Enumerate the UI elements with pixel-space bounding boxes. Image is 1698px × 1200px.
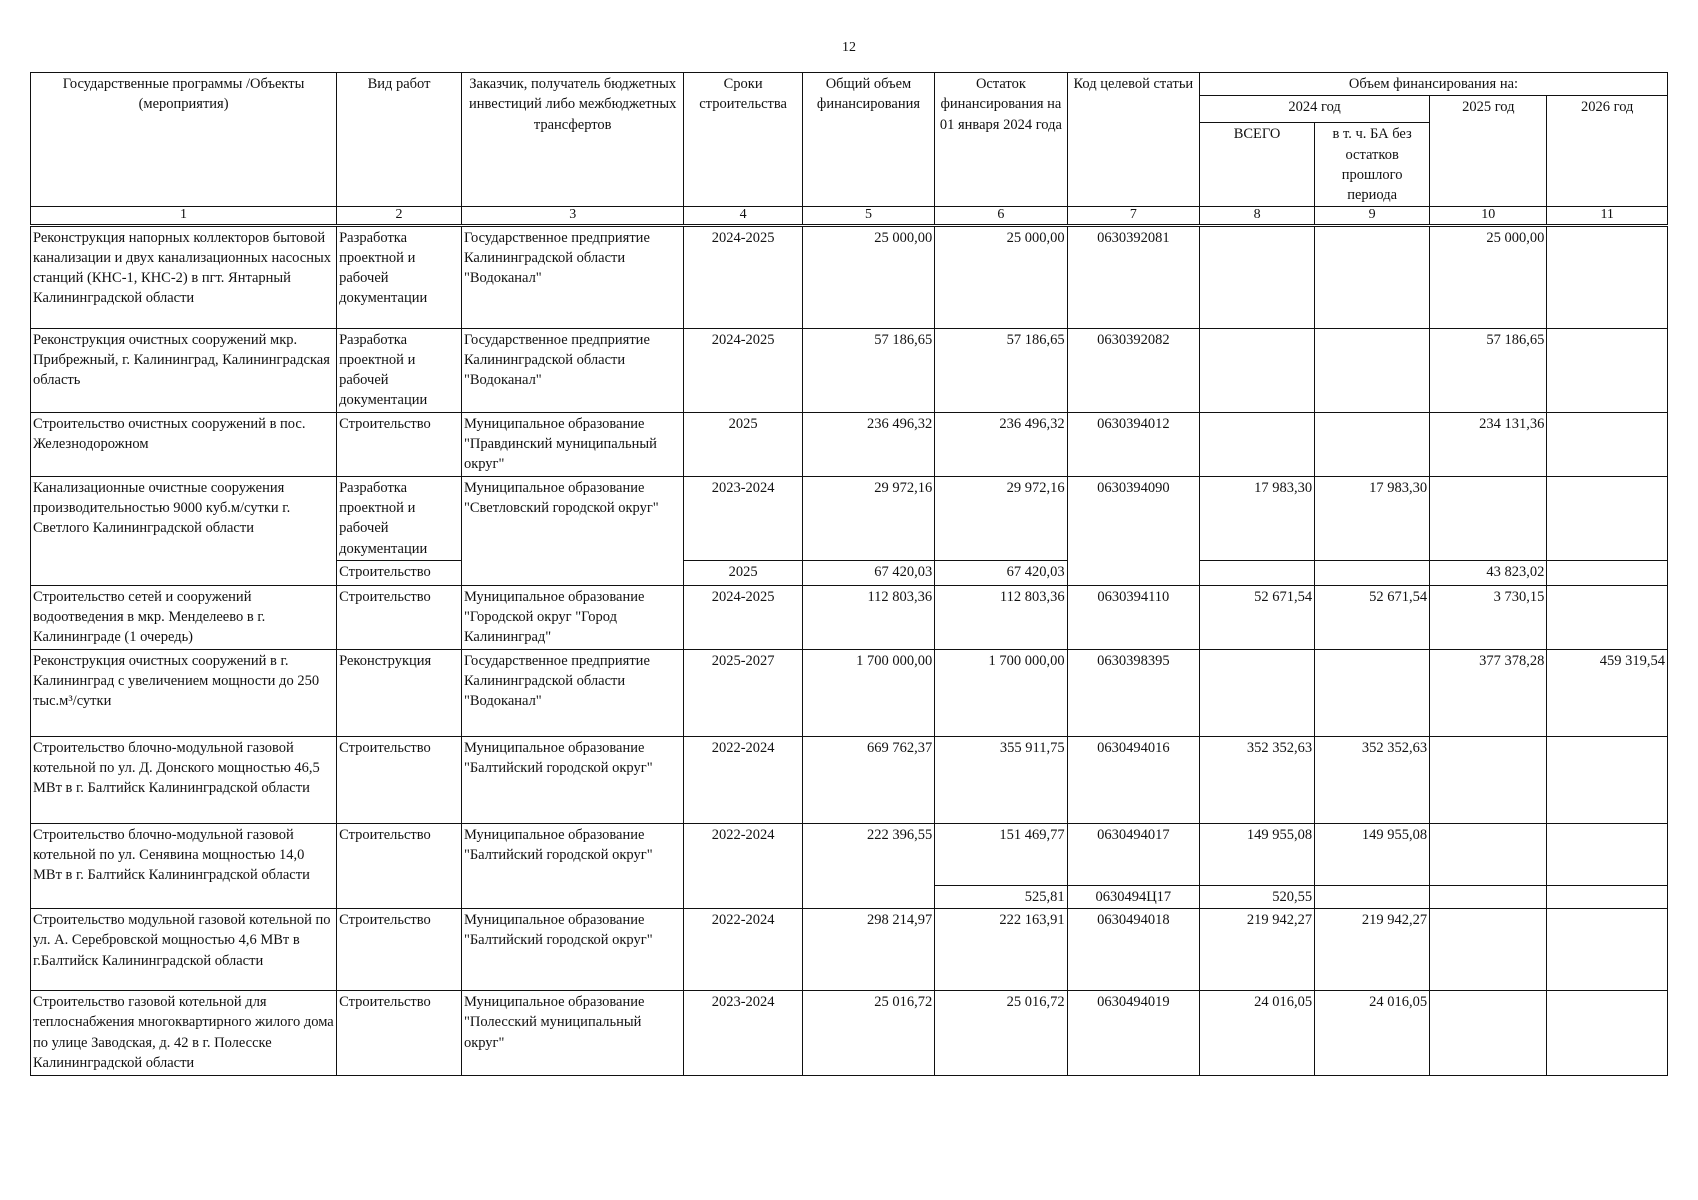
- total-financing: 298 214,97: [802, 909, 934, 991]
- col-number: 5: [802, 207, 934, 225]
- header-work-type: Вид работ: [337, 73, 462, 207]
- work-type: Реконструкция: [337, 649, 462, 736]
- col-number: 2: [337, 207, 462, 225]
- amount-2026: [1547, 885, 1668, 908]
- construction-term: 2025: [684, 560, 802, 585]
- col-number: 11: [1547, 207, 1668, 225]
- object-name: Реконструкция очистных сооружений в г. Калининград с увеличением мощности до 250 тыс.м³/сутки: [31, 649, 337, 736]
- work-type: Строительство: [337, 823, 462, 908]
- amount-2024-ba: [1315, 649, 1430, 736]
- col-number: 6: [935, 207, 1067, 225]
- amount-2026: [1547, 476, 1668, 560]
- target-code: 0630494018: [1067, 909, 1199, 991]
- customer: Муниципальное образование "Балтийский городской округ": [461, 909, 684, 991]
- amount-2025: [1430, 909, 1547, 991]
- table-row: [31, 476, 1668, 560]
- remainder-financing: 236 496,32: [935, 412, 1067, 476]
- construction-term: 2024-2025: [684, 328, 802, 412]
- work-type: Разработка проектной и рабочей документации: [337, 225, 462, 328]
- remainder-financing: 222 163,91: [935, 909, 1067, 991]
- customer: Муниципальное образование "Городской округ "Город Калининград": [461, 585, 684, 649]
- amount-2025: 377 378,28: [1430, 649, 1547, 736]
- work-type: Строительство: [337, 736, 462, 823]
- amount-2026: [1547, 412, 1668, 476]
- table-row: [31, 991, 1668, 1076]
- amount-2026: [1547, 909, 1668, 991]
- table-row: [31, 736, 1668, 823]
- object-name: Строительство сетей и сооружений водоотведения в мкр. Менделеево в г. Калининграде (1 очередь): [31, 585, 337, 649]
- col-number: 7: [1067, 207, 1199, 225]
- amount-2025: 43 823,02: [1430, 560, 1547, 585]
- header-2026: 2026 год: [1547, 96, 1668, 207]
- remainder-financing: 29 972,16: [935, 476, 1067, 560]
- col-number: 1: [31, 207, 337, 225]
- object-name: Канализационные очистные сооружения производительностью 9000 куб.м/сутки г. Светлого Калининградской области: [31, 476, 337, 585]
- amount-2024-all: 24 016,05: [1200, 991, 1315, 1076]
- target-code: 0630494Ц17: [1067, 885, 1199, 908]
- amount-2024-ba: 219 942,27: [1315, 909, 1430, 991]
- amount-2024-ba: [1315, 885, 1430, 908]
- total-financing: 29 972,16: [802, 476, 934, 560]
- target-code: 0630494019: [1067, 991, 1199, 1076]
- target-code: 0630392082: [1067, 328, 1199, 412]
- construction-term: 2022-2024: [684, 736, 802, 823]
- table-row: [31, 412, 1668, 476]
- object-name: Строительство блочно-модульной газовой котельной по ул. Д. Донского мощностью 46,5 МВт в г. Балтийск Калининградской области: [31, 736, 337, 823]
- customer: Муниципальное образование "Светловский городской округ": [461, 476, 684, 585]
- amount-2025: [1430, 736, 1547, 823]
- header-terms: Сроки строительства: [684, 73, 802, 207]
- amount-2024-ba: [1315, 412, 1430, 476]
- amount-2025: [1430, 476, 1547, 560]
- customer: Государственное предприятие Калининградской области "Водоканал": [461, 328, 684, 412]
- work-type: Строительство: [337, 412, 462, 476]
- work-type: Разработка проектной и рабочей документации: [337, 328, 462, 412]
- col-number: 10: [1430, 207, 1547, 225]
- total-financing: 57 186,65: [802, 328, 934, 412]
- total-financing: 669 762,37: [802, 736, 934, 823]
- customer: Муниципальное образование "Полесский муниципальный округ": [461, 991, 684, 1076]
- amount-2024-ba: 17 983,30: [1315, 476, 1430, 560]
- amount-2025: [1430, 885, 1547, 908]
- amount-2024-ba: 149 955,08: [1315, 823, 1430, 885]
- remainder-financing: 57 186,65: [935, 328, 1067, 412]
- object-name: Строительство блочно-модульной газовой котельной по ул. Сенявина мощностью 14,0 МВт в г. Балтийск Калининградской области: [31, 823, 337, 908]
- customer: Государственное предприятие Калининградской области "Водоканал": [461, 649, 684, 736]
- table-row: [31, 225, 1668, 328]
- amount-2024-ba: 352 352,63: [1315, 736, 1430, 823]
- amount-2025: 3 730,15: [1430, 585, 1547, 649]
- table-row: [31, 585, 1668, 649]
- page-number: 12: [842, 40, 856, 55]
- remainder-financing: 355 911,75: [935, 736, 1067, 823]
- construction-term: 2023-2024: [684, 991, 802, 1076]
- amount-2024-all: 352 352,63: [1200, 736, 1315, 823]
- amount-2024-all: [1200, 560, 1315, 585]
- remainder-financing: 151 469,77: [935, 823, 1067, 885]
- construction-term: 2024-2025: [684, 585, 802, 649]
- header-2024: 2024 год: [1200, 96, 1430, 123]
- amount-2025: [1430, 991, 1547, 1076]
- amount-2024-all: 149 955,08: [1200, 823, 1315, 885]
- amount-2026: [1547, 328, 1668, 412]
- work-type: Строительство: [337, 560, 462, 585]
- construction-term: 2025: [684, 412, 802, 476]
- work-type: Строительство: [337, 909, 462, 991]
- col-number: 3: [461, 207, 684, 225]
- target-code: 0630398395: [1067, 649, 1199, 736]
- amount-2024-all: 520,55: [1200, 885, 1315, 908]
- header-2025: 2025 год: [1430, 96, 1547, 207]
- customer: Муниципальное образование "Балтийский городской округ": [461, 823, 684, 908]
- amount-2024-all: [1200, 225, 1315, 328]
- header-funding: Объем финансирования на:: [1200, 73, 1668, 96]
- construction-term: 2022-2024: [684, 909, 802, 991]
- total-financing: 222 396,55: [802, 823, 934, 908]
- amount-2025: 234 131,36: [1430, 412, 1547, 476]
- target-code: 0630494016: [1067, 736, 1199, 823]
- remainder-financing: 1 700 000,00: [935, 649, 1067, 736]
- col-number: 9: [1315, 207, 1430, 225]
- table-row: [31, 328, 1668, 412]
- target-code: 0630394090: [1067, 476, 1199, 585]
- amount-2024-all: [1200, 328, 1315, 412]
- amount-2024-all: 17 983,30: [1200, 476, 1315, 560]
- table-row: [31, 823, 1668, 885]
- header-total: Общий объем финансирования: [802, 73, 934, 207]
- header-ba: в т. ч. БА без остатков прошлого периода: [1315, 123, 1430, 207]
- object-name: Реконструкция напорных коллекторов бытовой канализации и двух канализационных насосных станций (КНС-1, КНС-2) в пгт. Янтарный Калининградской области: [31, 225, 337, 328]
- amount-2026: [1547, 823, 1668, 885]
- amount-2024-all: 52 671,54: [1200, 585, 1315, 649]
- work-type: Строительство: [337, 585, 462, 649]
- remainder-financing: 25 016,72: [935, 991, 1067, 1076]
- header-programs: Государственные программы /Объекты (мероприятия): [31, 73, 337, 207]
- object-name: Строительство очистных сооружений в пос. Железнодорожном: [31, 412, 337, 476]
- construction-term: 2022-2024: [684, 823, 802, 908]
- amount-2024-ba: [1315, 560, 1430, 585]
- column-number-row: [31, 207, 1668, 225]
- remainder-financing: 525,81: [935, 885, 1067, 908]
- object-name: Строительство газовой котельной для теплоснабжения многоквартирного жилого дома по улице Заводская, д. 42 в г. Полесске Калининградской области: [31, 991, 337, 1076]
- amount-2024-all: 219 942,27: [1200, 909, 1315, 991]
- header-customer: Заказчик, получатель бюджетных инвестиций либо межбюджетных трансфертов: [461, 73, 684, 207]
- target-code: 0630394110: [1067, 585, 1199, 649]
- target-code: 0630392081: [1067, 225, 1199, 328]
- table-row: [31, 909, 1668, 991]
- header-all: ВСЕГО: [1200, 123, 1315, 207]
- amount-2026: [1547, 225, 1668, 328]
- construction-term: 2023-2024: [684, 476, 802, 560]
- amount-2025: 57 186,65: [1430, 328, 1547, 412]
- amount-2024-ba: [1315, 225, 1430, 328]
- amount-2024-ba: 24 016,05: [1315, 991, 1430, 1076]
- customer: Государственное предприятие Калининградской области "Водоканал": [461, 225, 684, 328]
- construction-term: 2024-2025: [684, 225, 802, 328]
- amount-2024-ba: [1315, 328, 1430, 412]
- construction-term: 2025-2027: [684, 649, 802, 736]
- amount-2026: [1547, 991, 1668, 1076]
- object-name: Строительство модульной газовой котельной по ул. А. Серебровской мощностью 4,6 МВт в г.Балтийск Калининградской области: [31, 909, 337, 991]
- table-row: [31, 649, 1668, 736]
- customer: Муниципальное образование "Правдинский муниципальный округ": [461, 412, 684, 476]
- amount-2026: [1547, 736, 1668, 823]
- remainder-financing: 25 000,00: [935, 225, 1067, 328]
- amount-2025: [1430, 823, 1547, 885]
- total-financing: 67 420,03: [802, 560, 934, 585]
- amount-2026: 459 319,54: [1547, 649, 1668, 736]
- amount-2024-all: [1200, 649, 1315, 736]
- remainder-financing: 67 420,03: [935, 560, 1067, 585]
- customer: Муниципальное образование "Балтийский городской округ": [461, 736, 684, 823]
- total-financing: 25 000,00: [802, 225, 934, 328]
- work-type: Строительство: [337, 991, 462, 1076]
- remainder-financing: 112 803,36: [935, 585, 1067, 649]
- amount-2024-all: [1200, 412, 1315, 476]
- total-financing: 112 803,36: [802, 585, 934, 649]
- target-code: 0630494017: [1067, 823, 1199, 885]
- object-name: Реконструкция очистных сооружений мкр. Прибрежный, г. Калининград, Калининградская область: [31, 328, 337, 412]
- total-financing: 1 700 000,00: [802, 649, 934, 736]
- amount-2025: 25 000,00: [1430, 225, 1547, 328]
- header-code: Код целевой статьи: [1067, 73, 1199, 207]
- work-type: Разработка проектной и рабочей документации: [337, 476, 462, 560]
- header-remainder: Остаток финансирования на 01 января 2024 года: [935, 73, 1067, 207]
- col-number: 8: [1200, 207, 1315, 225]
- financing-table: [30, 72, 1668, 1076]
- total-financing: 25 016,72: [802, 991, 934, 1076]
- total-financing: 236 496,32: [802, 412, 934, 476]
- amount-2024-ba: 52 671,54: [1315, 585, 1430, 649]
- amount-2026: [1547, 560, 1668, 585]
- target-code: 0630394012: [1067, 412, 1199, 476]
- amount-2026: [1547, 585, 1668, 649]
- col-number: 4: [684, 207, 802, 225]
